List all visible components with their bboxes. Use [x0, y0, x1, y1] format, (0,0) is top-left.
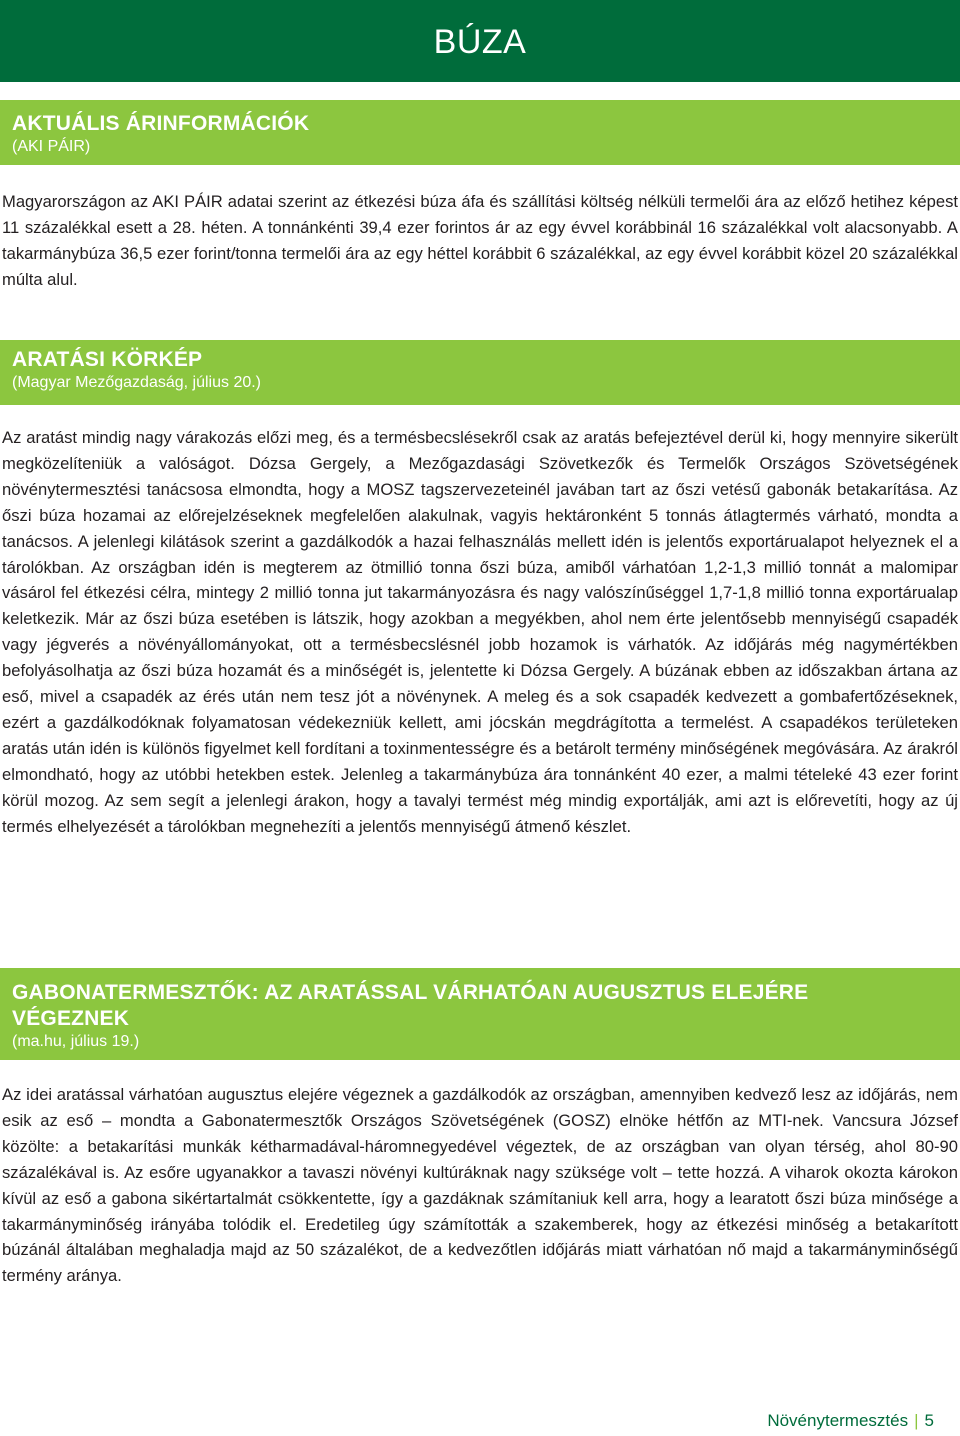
section-source: (AKI PÁIR) — [12, 138, 91, 155]
section-source: (Magyar Mezőgazdaság, július 20.) — [12, 374, 262, 391]
section-header-grain-growers — [0, 968, 960, 1060]
page-title-bar — [0, 0, 960, 82]
section-title: AKTUÁLIS ÁRINFORMÁCIÓK — [12, 112, 310, 135]
footer-separator: | — [914, 1411, 919, 1430]
section-title: GABONATERMESZTŐK: AZ ARATÁSSAL VÁRHATÓAN AUGUSZTUS ELEJÉRE VÉGEZNEK — [12, 981, 809, 1030]
section-header-price-info — [0, 100, 960, 165]
section-body: Magyarországon az AKI PÁIR adatai szerint az étkezési búza áfa és szállítási költség nélküli termelői ára az előző hetihez képest 11 százalékkal esett a 28. héten. A tonnánkénti 39,4 ezer forintos ár az egy évvel korábbinál 16 százalékkal volt alacsonyabb. A takarmánybúza 36,5 ezer forint/tonna termelői ára az egy héttel korábbit 6 százalékkal, az egy évvel korábbit közel 20 százalékkal múlta alul. — [2, 192, 958, 289]
footer-page-number: 5 — [924, 1411, 934, 1430]
section-header-harvest-overview — [0, 340, 960, 405]
footer-section-name: Növénytermesztés — [767, 1411, 909, 1430]
page-footer — [767, 1410, 934, 1432]
section-title: ARATÁSI KÖRKÉP — [12, 348, 203, 371]
page-title: BÚZA — [433, 23, 527, 61]
section-body: Az idei aratással várhatóan augusztus elejére végeznek a gazdálkodók az országban, amennyiben kedvező lesz az időjárás, nem esik az eső – mondta a Gabonatermesztők Országos Szövetségének (GOSZ) elnöke hétfőn az MTI-nek. Vancsura József közölte: a betakarítási munkák kétharmadával-háromnegyedével végeztek, de az országban van olyan térség, ahol 80-90 százalékával is. Az esőre ugyanakkor a tavaszi növényi kultúráknak nagy szüksége volt – tette hozzá. A viharok okozta károkon kívül az eső a gabona sikértartalmát csökkentette, így a gazdáknak számítaniuk kell arra, hogy a learatott őszi búza minősége a takarmányminőség irányába tolódik el. Eredetileg úgy számították a szakemberek, hogy az étkezési minőség a betakarított búzánál általában meghaladja majd az 50 százalékot, de a kedvezőtlen időjárás miatt várhatóan nő majd a takarmányminőségű termény aránya. — [2, 1085, 958, 1286]
section-source: (ma.hu, július 19.) — [12, 1033, 140, 1050]
section-body: Az aratást mindig nagy várakozás előzi meg, és a termésbecslésekről csak az aratás befejeztével derül ki, hogy mennyire sikerült megközelíteniük a valóságot. Dózsa Gergely, a Mezőgazdasági Szövetkezők és Termelők Országos Szövetségének növénytermesztési tanácsosa elmondta, hogy a MOSZ tagszervezeteinél javában tart az őszi vetésű gabonák betakarítása. Az őszi búza hozamai az előrejelzéseknek megfelelően alakulnak, vagyis hektáronként 5 tonnás átlagtermés várható, mondta a tanácsos. A jelenlegi kilátások szerint a gazdálkodók a hazai felhasználás mellett idén is jelentős exportárualapot helyeznek el a tárolókban. Az országban idén is megterem az ötmillió tonna őszi búza, amiből várhatóan 1,2-1,3 millió tonnát a malomipar vásárol fel étkezési célra, mintegy 2 millió tonna jut takarmányozásra és nagy valószínűséggel 1,7-1,8 millió tonna exportárualap keletkezik. Már az őszi búza esetében is látszik, hogy azokban a megyékben, ahol nem érte jelentősebb mennyiségű csapadék vagy jégverés a növényállományokat, ott a termésbecslésnél jobb hozamok is várhatók. Az időjárás még nagymértékben befolyásolhatja az őszi búza hozamát és a minőségét is, jelentette ki Dózsa Gergely. A búzának ebben az időszakban ártana az eső, mivel a csapadék az érés után nem tesz jót a növénynek. A meleg és a sok csapadék kedvezett a gombafertőzéseknek, ezért a gazdálkodóknak folyamatosan védekezniük kellett, ami jócskán megdrágította a termelést. A csapadékos területeken aratás után idén is különös figyelmet kell fordítani a toxinmentességre és a betárolt termény minőségének megóvására. Az árakról elmondható, hogy az utóbbi hetekben estek. Jelenleg a takarmánybúza ára tonnánként 40 ezer, a malmi tételeké 43 ezer forint körül mozog. Az sem segít a jelenlegi árakon, hogy a tavalyi termést még mindig exportálják, ami azt is előrevetíti, hogy az új termés elhelyezését a tárolókban megnehezíti a jelentős mennyiségű átmenő készlet. — [2, 428, 958, 836]
